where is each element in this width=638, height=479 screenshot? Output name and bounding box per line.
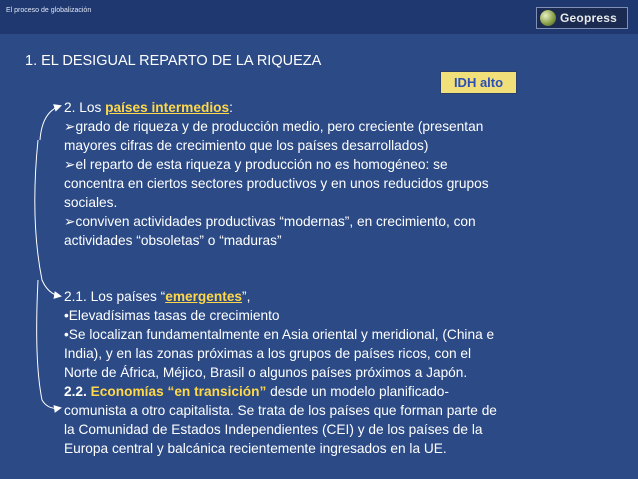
text-line: comunista a otro capitalista. Se trata de los países que forman parte de bbox=[64, 403, 497, 418]
subsection-heading bbox=[64, 382, 584, 401]
section-heading bbox=[64, 287, 584, 306]
paises-intermedios-section bbox=[64, 98, 584, 250]
highlight-economias-transicion: Economías “en transición” bbox=[90, 384, 267, 399]
emergentes-section bbox=[64, 287, 584, 458]
subsection-suffix: desde un modelo planificado- bbox=[266, 384, 449, 399]
text-line: la Comunidad de Estados Independientes (CEI) y de los países de la bbox=[64, 422, 483, 437]
text-line: India), y en las zonas próximas a los grupos de países ricos, con el bbox=[64, 346, 472, 361]
idh-badge: IDH alto bbox=[440, 71, 517, 94]
dot-bullet-icon: • bbox=[64, 327, 69, 342]
bullet-line: ➢conviven actividades productivas “modernas”, en crecimiento, con bbox=[64, 214, 476, 229]
bullet-line: •Se localizan fundamentalmente en Asia oriental y meridional, (China e bbox=[64, 327, 495, 342]
arrow-to-emergentes bbox=[35, 140, 60, 296]
highlight-paises-intermedios: países intermedios bbox=[105, 100, 230, 115]
highlight-emergentes: emergentes bbox=[165, 289, 243, 304]
heading-suffix: ”, bbox=[242, 289, 251, 304]
arrow-bullet-icon: ➢ bbox=[64, 157, 76, 172]
arrow-bullet-icon: ➢ bbox=[64, 214, 76, 229]
text-line: actividades “obsoletas” o “maduras” bbox=[64, 233, 282, 248]
text-line: sociales. bbox=[64, 195, 118, 210]
bullet-line: ➢grado de riqueza y de producción medio, pero creciente (presentan bbox=[64, 119, 484, 134]
subsection-number: 2.2. bbox=[64, 384, 87, 399]
text-line: mayores cifras de crecimiento que los países desarrollados) bbox=[64, 138, 429, 153]
logo-text: Geopress bbox=[560, 11, 617, 25]
presentation-title: El proceso de globalización bbox=[6, 7, 92, 14]
arrow-to-economias-transicion bbox=[37, 280, 60, 408]
text-line: concentra en ciertos sectores productivos y en unos reducidos grupos bbox=[64, 176, 489, 191]
heading-prefix: 2. Los bbox=[64, 100, 106, 115]
section-heading bbox=[64, 98, 584, 117]
heading-prefix: 2.1. Los países “ bbox=[64, 289, 166, 304]
dot-bullet-icon: • bbox=[64, 308, 69, 323]
bullet-line: •Elevadísimas tasas de crecimiento bbox=[64, 308, 280, 323]
heading-suffix: : bbox=[229, 100, 233, 115]
bullet-line: ➢el reparto de esta riqueza y producción no es homogéneo: se bbox=[64, 157, 448, 172]
text-line: Europa central y balcánica recientemente ingresados en la UE. bbox=[64, 441, 447, 456]
slide-title: 1. EL DESIGUAL REPARTO DE LA RIQUEZA bbox=[25, 53, 322, 69]
arrow-bullet-icon: ➢ bbox=[64, 119, 76, 134]
arrow-to-paises-intermedios bbox=[40, 106, 60, 140]
text-line: Norte de África, Méjico, Brasil o algunos países próximos a Japón. bbox=[64, 365, 468, 380]
